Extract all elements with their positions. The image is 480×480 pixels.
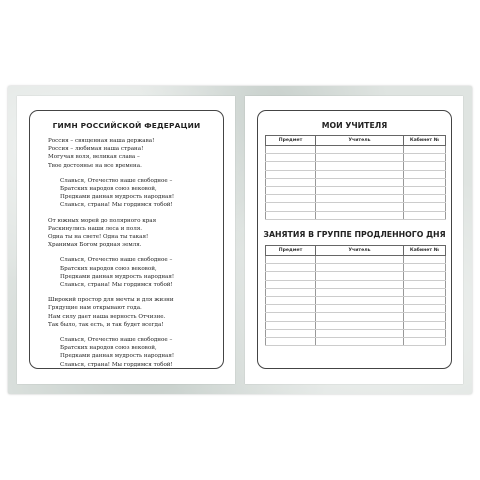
table-row — [266, 186, 446, 194]
room-cell — [404, 264, 446, 272]
subject-cell — [266, 211, 316, 219]
subject-cell — [266, 280, 316, 288]
anthem-line: Братских народов союз вековой, — [60, 345, 157, 352]
teacher-cell — [316, 256, 404, 264]
anthem-verse — [48, 217, 218, 250]
column-header-subject: Предмет — [266, 246, 316, 256]
table-row — [266, 211, 446, 219]
room-cell — [404, 296, 446, 304]
room-cell — [404, 211, 446, 219]
anthem-line: Грядущие нам открывают года. — [48, 305, 142, 312]
anthem-chorus — [48, 177, 218, 210]
room-cell — [404, 154, 446, 162]
table-row — [266, 337, 446, 345]
subject-cell — [266, 178, 316, 186]
tables-frame — [257, 110, 452, 369]
room-cell — [404, 178, 446, 186]
subject-cell — [266, 329, 316, 337]
subject-cell — [266, 186, 316, 194]
subject-cell — [266, 296, 316, 304]
table-row — [266, 256, 446, 264]
room-cell — [404, 280, 446, 288]
subject-cell — [266, 203, 316, 211]
anthem-line: Славься, страна! Мы гордимся тобой! — [60, 361, 173, 368]
anthem-line: Славься, Отечество наше свободное – — [60, 337, 173, 344]
teacher-cell — [316, 296, 404, 304]
room-cell — [404, 321, 446, 329]
anthem-verse — [48, 137, 218, 170]
room-cell — [404, 288, 446, 296]
column-header-teacher: Учитель — [316, 136, 404, 146]
teacher-cell — [316, 337, 404, 345]
subject-cell — [266, 288, 316, 296]
column-header-room: Кабинет № — [404, 136, 446, 146]
teacher-cell — [316, 170, 404, 178]
teacher-cell — [316, 305, 404, 313]
room-cell — [404, 186, 446, 194]
anthem-line: Раскинулись наши леса и поля. — [48, 225, 143, 232]
anthem-line: Россия – любимая наша страна! — [48, 146, 144, 153]
subject-cell — [266, 264, 316, 272]
subject-cell — [266, 154, 316, 162]
subject-cell — [266, 313, 316, 321]
anthem-line: Предками данная мудрость народная! — [60, 273, 175, 280]
room-cell — [404, 162, 446, 170]
table-row — [266, 170, 446, 178]
teacher-cell — [316, 146, 404, 154]
room-cell — [404, 203, 446, 211]
anthem-line: Широкий простор для мечты и для жизни — [48, 297, 174, 304]
subject-cell — [266, 170, 316, 178]
column-header-subject: Предмет — [266, 136, 316, 146]
anthem-chorus — [48, 256, 218, 289]
right-page — [245, 96, 463, 384]
room-cell — [404, 329, 446, 337]
room-cell — [404, 170, 446, 178]
table-row — [266, 154, 446, 162]
anthem-line: Так было, так есть, и так будет всегда! — [48, 321, 164, 328]
anthem-line: Братских народов союз вековой, — [60, 186, 157, 193]
teacher-cell — [316, 280, 404, 288]
teacher-cell — [316, 195, 404, 203]
teachers-table — [265, 135, 446, 220]
anthem-title: ГИМН РОССИЙСКОЙ ФЕДЕРАЦИИ — [52, 121, 201, 130]
anthem-text — [48, 137, 218, 376]
table-row — [266, 203, 446, 211]
teacher-cell — [316, 203, 404, 211]
anthem-line: Могучая воля, великая слава – — [48, 154, 140, 161]
anthem-line: Хранимая Богом родная земля. — [48, 242, 142, 249]
teacher-cell — [316, 162, 404, 170]
table-row — [266, 313, 446, 321]
anthem-verse — [48, 296, 218, 329]
room-cell — [404, 256, 446, 264]
teacher-cell — [316, 272, 404, 280]
table-row — [266, 272, 446, 280]
table-row — [266, 280, 446, 288]
anthem-line: Славься, страна! Мы гордимся тобой! — [60, 202, 173, 209]
left-page — [17, 96, 235, 384]
subject-cell — [266, 195, 316, 203]
table-row — [266, 296, 446, 304]
room-cell — [404, 146, 446, 154]
table-row — [266, 321, 446, 329]
anthem-frame — [29, 110, 224, 369]
teacher-cell — [316, 288, 404, 296]
subject-cell — [266, 321, 316, 329]
subject-cell — [266, 337, 316, 345]
teacher-cell — [316, 178, 404, 186]
anthem-line: Славься, страна! Мы гордимся тобой! — [60, 282, 173, 289]
room-cell — [404, 272, 446, 280]
anthem-line: Предками данная мудрость народная! — [60, 194, 175, 201]
teacher-cell — [316, 264, 404, 272]
anthem-chorus — [48, 336, 218, 369]
table-row — [266, 195, 446, 203]
subject-cell — [266, 256, 316, 264]
teacher-cell — [316, 154, 404, 162]
anthem-line: От южных морей до полярного края — [48, 217, 157, 224]
table-row — [266, 178, 446, 186]
subject-cell — [266, 305, 316, 313]
anthem-line: Нам силу дает наша верность Отчизне. — [48, 313, 166, 320]
anthem-line: Одна ты на свете! Одна ты такая! — [48, 234, 149, 241]
anthem-line: Твое достоянье на все времена. — [48, 162, 142, 169]
anthem-line: Предками данная мудрость народная! — [60, 353, 175, 360]
teacher-cell — [316, 313, 404, 321]
table-row — [266, 162, 446, 170]
subject-cell — [266, 162, 316, 170]
room-cell — [404, 313, 446, 321]
room-cell — [404, 305, 446, 313]
anthem-line: Россия – священная наша держава! — [48, 138, 155, 144]
subject-cell — [266, 146, 316, 154]
table-row — [266, 264, 446, 272]
teacher-cell — [316, 211, 404, 219]
table-row — [266, 329, 446, 337]
table-row — [266, 146, 446, 154]
room-cell — [404, 195, 446, 203]
anthem-line: Славься, Отечество наше свободное – — [60, 257, 173, 264]
anthem-line: Братских народов союз вековой, — [60, 265, 157, 272]
anthem-line: Славься, Отечество наше свободное – — [60, 177, 173, 184]
subject-cell — [266, 272, 316, 280]
teacher-cell — [316, 329, 404, 337]
after-school-title: ЗАНЯТИЯ В ГРУППЕ ПРОДЛЕННОГО ДНЯ — [263, 230, 446, 239]
table-row — [266, 288, 446, 296]
table-row — [266, 305, 446, 313]
column-header-teacher: Учитель — [316, 246, 404, 256]
room-cell — [404, 337, 446, 345]
column-header-room: Кабинет № — [404, 246, 446, 256]
teachers-title: МОИ УЧИТЕЛЯ — [321, 121, 388, 130]
after-school-table — [265, 245, 446, 346]
teacher-cell — [316, 186, 404, 194]
teacher-cell — [316, 321, 404, 329]
